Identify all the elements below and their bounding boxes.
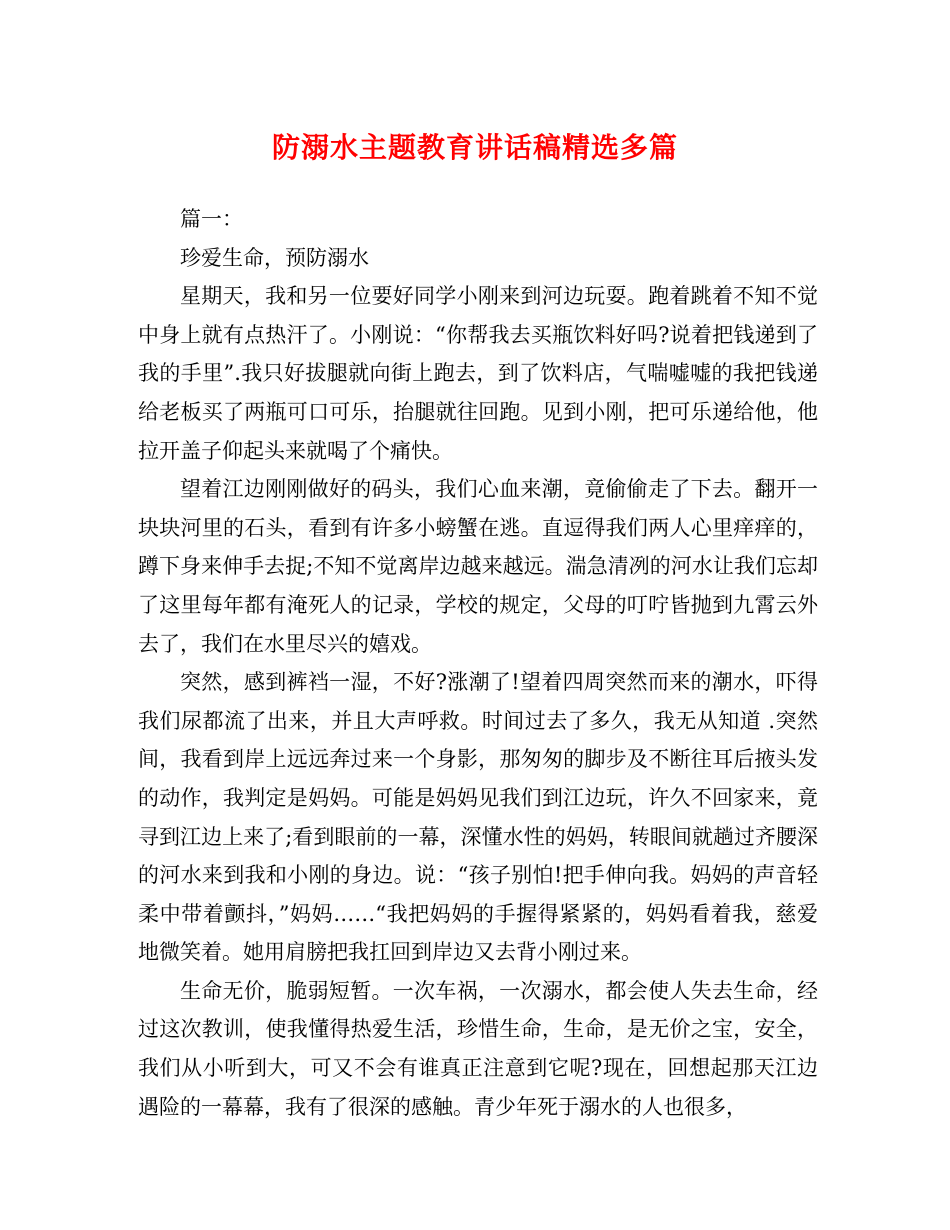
section-heading: 篇一： (180, 207, 243, 231)
essay-title: 珍爱生命，预防溺水 (180, 245, 369, 270)
paragraph: 突然，感到裤裆一湿，不好?涨潮了!望着四周突然而来的潮水，吓得我们尿都流了出来，并且大声呼救。时间过去了多久，我无从知道 .突然间，我看到岸上远远奔过来一个身影，那匆匆的脚步及不断往耳后掖头发的动作，我判定是妈妈。可能是妈妈见我们到江边玩，许久不回家来，竟寻到江边上来了;看到眼前的一幕，深懂水性的妈妈，转眼间就趟过齐腰深的河水来到我和小刚的身边。说：“孩子别怕!把手伸向我。妈妈的声音轻柔中带着颤抖，”妈妈……“我把妈妈的手握得紧紧的，妈妈看着我，慈爱地微笑着。她用肩膀把我扛回到岸边又去背小刚过来。 (138, 670, 818, 965)
paragraph: 星期天，我和另一位要好同学小刚来到河边玩耍。跑着跳着不知不觉中身上就有点热汗了。小刚说：“你帮我去买瓶饮料好吗?说着把钱递到了我的手里”.我只好拔腿就向街上跑去，到了饮料店，气喘嘘嘘的我把钱递给老板买了两瓶可口可乐，抬腿就往回跑。见到小刚，把可乐递给他，他拉开盖子仰起头来就喝了个痛快。 (138, 284, 818, 463)
paragraph: 望着江边刚刚做好的码头，我们心血来潮，竟偷偷走了下去。翻开一块块河里的石头，看到有许多小螃蟹在逃。直逗得我们两人心里痒痒的，蹲下身来伸手去捉;不知不觉离岸边越来越远。湍急清冽的河水让我们忘却了这里每年都有淹死人的记录，学校的规定，父母的叮咛皆抛到九霄云外去了，我们在水里尽兴的嬉戏。 (138, 477, 818, 656)
document-body (138, 200, 818, 1126)
paragraph: 生命无价，脆弱短暂。一次车祸，一次溺水，都会使人失去生命，经过这次教训，使我懂得热爱生活，珍惜生命，生命，是无价之宝，安全，我们从小听到大，可又不会有谁真正注意到它呢?现在，回想起那天江边遇险的一幕幕，我有了很深的感触。青少年死于溺水的人也很多， (138, 978, 818, 1119)
document-title: 防溺水主题教育讲话稿精选多篇 (271, 131, 678, 164)
